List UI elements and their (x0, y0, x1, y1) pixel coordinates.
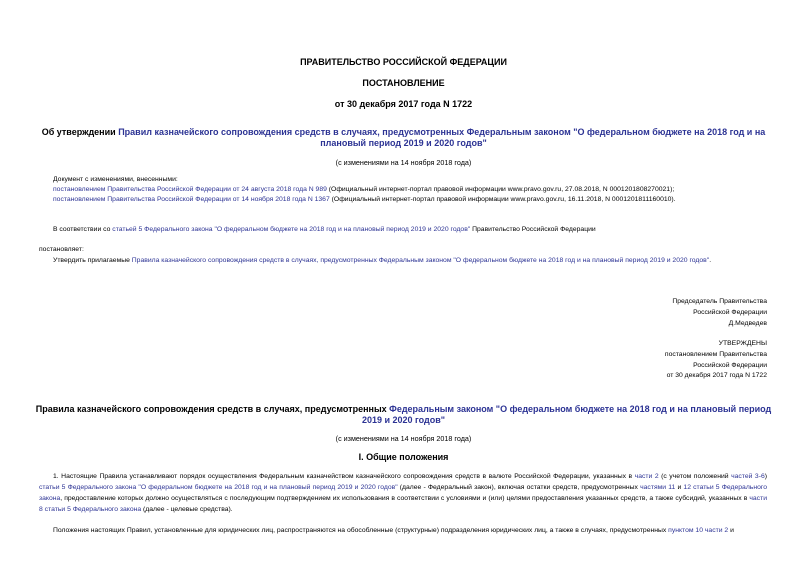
paragraph-2 (39, 525, 767, 536)
paragraph-text: Положения настоящих Правил, установленные для юридических лиц, распространяются на обособленные (структурные) подразделения юридических лиц, а также в случаях, предусмотренных (53, 527, 669, 534)
change-item-tail: (Официальный интернет-портал правовой информации www.pravo.gov.ru, 27.08.2018, N 0001201808270021); (326, 186, 675, 193)
date-number-heading: от 30 декабря 2017 года N 1722 (334, 99, 473, 109)
paragraph-text: и (675, 484, 684, 491)
rules-title-prefix: Правила казначейского сопровождения средств в случаях, предусмотренных (35, 404, 390, 414)
rules-title-line-1 (0, 404, 807, 414)
paragraph-text: (далее - Федеральный закон), включая остатки средств, предусмотренных (397, 484, 641, 491)
change-item-tail: (Официальный интернет-портал правовой информации www.pravo.gov.ru, 16.11.2018, N 0001201811160010). (329, 196, 676, 203)
rules-link-title[interactable]: Правил казначейского сопровождения средств в случаях, предусмотренных Федеральным законом "О федеральном бюджете на 2018 год и на (118, 127, 766, 137)
approved-line: постановлением Правительства (664, 351, 767, 358)
rules-link-approve[interactable]: Правила казначейского сопровождения средств в случаях, предусмотренных Федеральным законом "О федеральном бюджете на 2018 год и на плановый период 2019 и 2020 годов" (131, 257, 710, 264)
change-item (53, 186, 674, 193)
approve-paragraph (53, 257, 711, 264)
approved-line: УТВЕРЖДЕНЫ (718, 340, 767, 347)
basis-text: Правительство Российской Федерации (470, 226, 596, 233)
paragraph-1 (39, 471, 767, 515)
signature-line: Российской Федерации (693, 309, 767, 316)
government-heading: ПРАВИТЕЛЬСТВО РОССИЙСКОЙ ФЕДЕРАЦИИ (300, 57, 507, 67)
paragraph-text: 1. Настоящие Правила устанавливают порядок осуществления Федеральным казначейством казначейского сопровождения средств в валюте Российской Федерации, указанных в (53, 473, 635, 480)
paragraph-text: ) (764, 473, 767, 480)
approved-line: от 30 декабря 2017 года N 1722 (666, 372, 767, 379)
revision-note: (с изменениями на 14 ноября 2018 года) (335, 434, 472, 443)
paragraph-text: и (728, 527, 734, 534)
law-article-link[interactable]: 12 статьи 5 Федерального закона (39, 484, 767, 502)
amendment-link-989[interactable]: постановлением Правительства Российской Федерации от 24 августа 2018 года N 989 (53, 186, 327, 193)
subject-prefix: Об утверждении (41, 127, 119, 137)
document-type-heading: ПОСТАНОВЛЕНИЕ (362, 78, 445, 88)
paragraph-text: (далее - целевые средства). (141, 506, 233, 513)
resolves-text: постановляет: (39, 246, 84, 253)
revision-note: (с изменениями на 14 ноября 2018 года) (335, 158, 472, 167)
law-article-link[interactable]: статьи 5 Федерального закона "О федеральном бюджете на 2018 год и на плановый период 2019 и 2020 годов" (39, 484, 398, 491)
approve-text: Утвердить прилагаемые (53, 257, 132, 264)
law-part-link[interactable]: частями 11 (640, 484, 676, 491)
change-item (53, 196, 676, 203)
basis-text: В соответствии со (53, 226, 113, 233)
changes-intro: Документ с изменениями, внесенными: (53, 176, 178, 183)
federal-law-link[interactable]: статьей 5 Федерального закона "О федеральном бюджете на 2018 год и на плановый период 2019 и 2020 годов" (112, 226, 471, 233)
federal-law-link-title-cont[interactable]: 2019 и 2020 годов" (361, 415, 446, 425)
section-title: I. Общие положения (358, 452, 449, 462)
law-point-link[interactable]: пунктом 10 части 2 (668, 527, 729, 534)
subject-line-1 (0, 127, 807, 137)
subject-line-2 (0, 138, 807, 148)
federal-law-link-title[interactable]: Федеральным законом "О федеральном бюджете на 2018 год и на плановый период (389, 404, 772, 414)
rules-title-line-2 (0, 415, 807, 425)
amendment-link-1367[interactable]: постановлением Правительства Российской Федерации от 14 ноября 2018 года N 1367 (53, 196, 330, 203)
law-part-link[interactable]: частей 3-6 (731, 473, 765, 480)
law-article-link[interactable]: части 8 статьи 5 Федерального закона (39, 495, 767, 513)
paragraph-text: (с учетом положений (658, 473, 732, 480)
rules-link-title-cont[interactable]: плановый период 2019 и 2020 годов" (320, 138, 487, 148)
signature-line: Председатель Правительства (672, 298, 767, 305)
basis-paragraph (53, 226, 596, 233)
approve-text: . (709, 257, 712, 264)
paragraph-text: , предоставление которых должно осуществляться с последующим подтверждением их использования в соответствии с условиями и (или) целями предоставления указанных средств, а также субсидий, указанных в (60, 495, 750, 502)
signature-name: Д.Медведев (728, 320, 767, 327)
law-part-link[interactable]: части 2 (634, 473, 659, 480)
approved-line: Российской Федерации (693, 362, 767, 369)
